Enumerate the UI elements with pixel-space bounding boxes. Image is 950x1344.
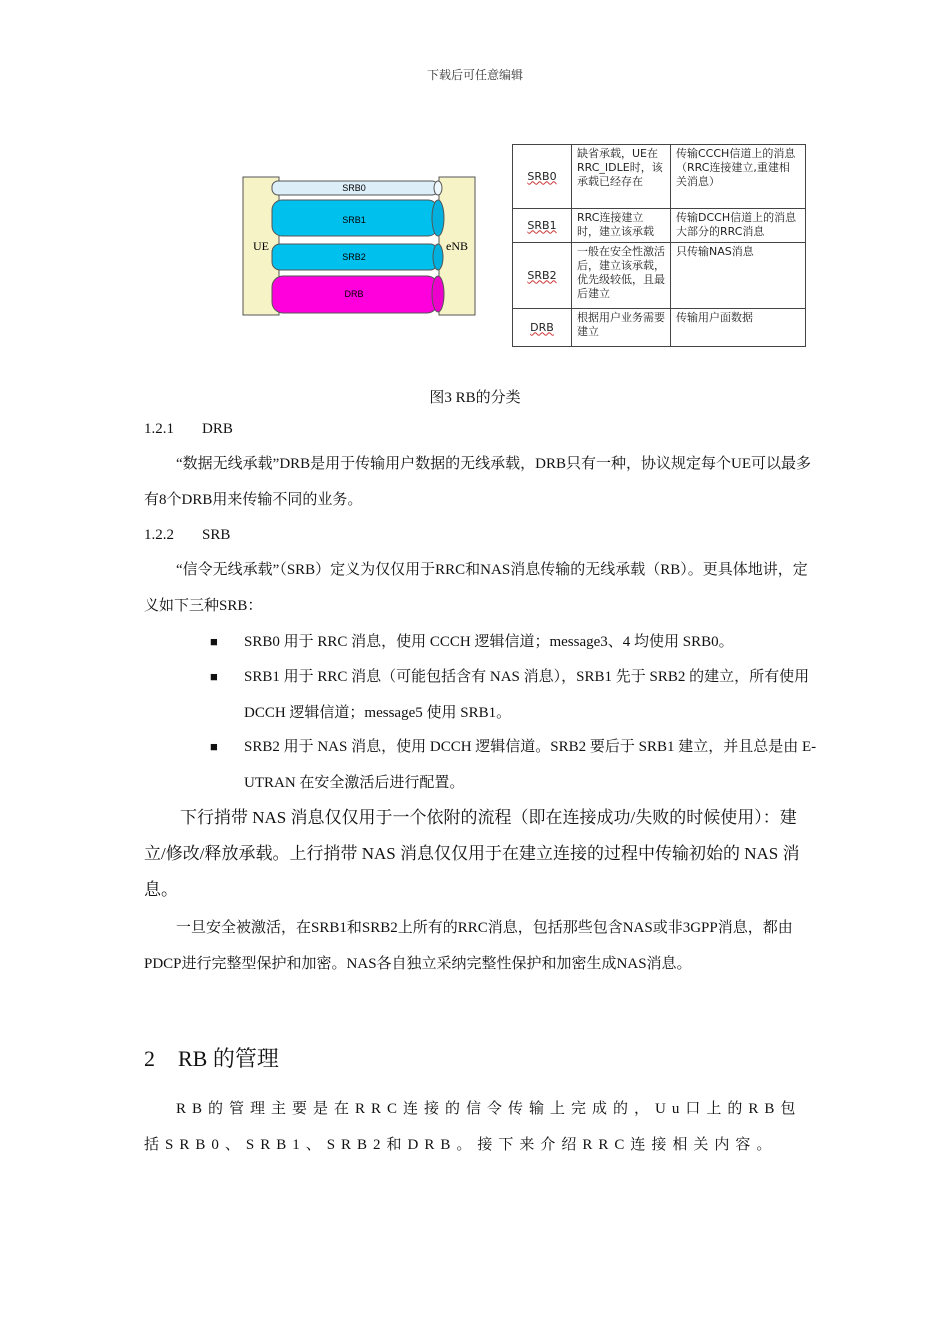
table-cell: DRB	[513, 309, 572, 347]
table-cell: 缺省承载，UE在RRC_IDLE时，该承载已经存在	[572, 145, 671, 209]
table-row	[513, 209, 806, 243]
square-bullet-icon: ■	[210, 669, 218, 684]
chapter-number: 2	[144, 1046, 155, 1071]
srb0-label: SRB0	[342, 183, 366, 193]
chapter-title: RB 的管理	[178, 1046, 279, 1071]
table-row	[513, 309, 806, 347]
rb-classification-table	[512, 144, 806, 347]
ue-label: UE	[253, 239, 269, 253]
table-cell: RRC连接建立时，建立该承载	[572, 209, 671, 243]
table-cell: 根据用户业务需要建立	[572, 309, 671, 347]
section-title: SRB	[202, 527, 231, 543]
table-cell: 只传输NAS消息	[671, 243, 806, 309]
square-bullet-icon: ■	[210, 634, 218, 649]
enb-label: eNB	[446, 239, 468, 253]
paragraph-rb-management: RB的管理主要是在RRC连接的信令传输上完成的，Uu口上的RB包括SRB0、SRB1、SRB2和DRB。接下来介绍RRC连接相关内容。	[144, 1101, 802, 1153]
table-row	[513, 243, 806, 309]
paragraph-nas: 下行捎带 NAS 消息仅仅用于一个依附的流程（即在连接成功/失败的时候使用）：建立/修改/释放承载。上行捎带 NAS 消息仅仅用于在建立连接的过程中传输初始的 NAS 消息。	[144, 808, 800, 899]
page-header: 下载后可任意编辑	[426, 68, 523, 82]
section-title: DRB	[202, 421, 233, 437]
paragraph-drb: “数据无线承载”DRB是用于传输用户数据的无线承载，DRB只有一种，协议规定每个UE可以最多有8个DRB用来传输不同的业务。	[144, 456, 811, 508]
table-cell: 传输CCCH信道上的消息（RRC连接建立,重建相关消息）	[671, 145, 806, 209]
table-row	[513, 145, 806, 209]
paragraph-security: 一旦安全被激活，在SRB1和SRB2上所有的RRC消息，包括那些包含NAS或非3GPP消息，都由PDCP进行完整型保护和加密。NAS各自独立采纳完整性保护和加密生成NAS消息。	[144, 920, 793, 972]
chapter-heading	[144, 1042, 279, 1073]
table-cell: SRB0	[513, 145, 572, 209]
srb1-label: SRB1	[342, 215, 366, 225]
section-number: 1.2.1	[144, 421, 174, 437]
list-item: ■ SRB2 用于 NAS 消息，使用 DCCH 逻辑信道。SRB2 要后于 SRB1 建立，并且总是由 E-UTRAN 在安全激活后进行配置。	[210, 729, 820, 801]
section-number: 1.2.2	[144, 527, 174, 543]
table-cell: 传输用户面数据	[671, 309, 806, 347]
table-cell: 一般在安全性激活后，建立该承载，优先级较低，且最后建立	[572, 243, 671, 309]
list-item: ■ SRB1 用于 RRC 消息（可能包括含有 NAS 消息），SRB1 先于 SRB2 的建立，所有使用 DCCH 逻辑信道；message5 使用 SRB1。	[210, 659, 820, 731]
rb-diagram	[242, 176, 478, 318]
section-heading-1-2-1	[144, 421, 233, 438]
table-cell: SRB2	[513, 243, 572, 309]
square-bullet-icon: ■	[210, 739, 218, 754]
section-heading-1-2-2	[144, 527, 230, 544]
table-cell: 传输DCCH信道上的消息大部分的RRC消息	[671, 209, 806, 243]
figure-caption: 图3 RB的分类	[429, 390, 521, 406]
list-item: ■ SRB0 用于 RRC 消息，使用 CCCH 逻辑信道；message3、4 均使用 SRB0。	[210, 624, 820, 660]
drb-label: DRB	[344, 289, 364, 299]
paragraph-srb: “信令无线承载”（SRB）定义为仅仅用于RRC和NAS消息传输的无线承载（RB）。更具体地讲，定义如下三种SRB：	[144, 562, 808, 614]
srb2-label: SRB2	[342, 252, 366, 262]
table-cell: SRB1	[513, 209, 572, 243]
